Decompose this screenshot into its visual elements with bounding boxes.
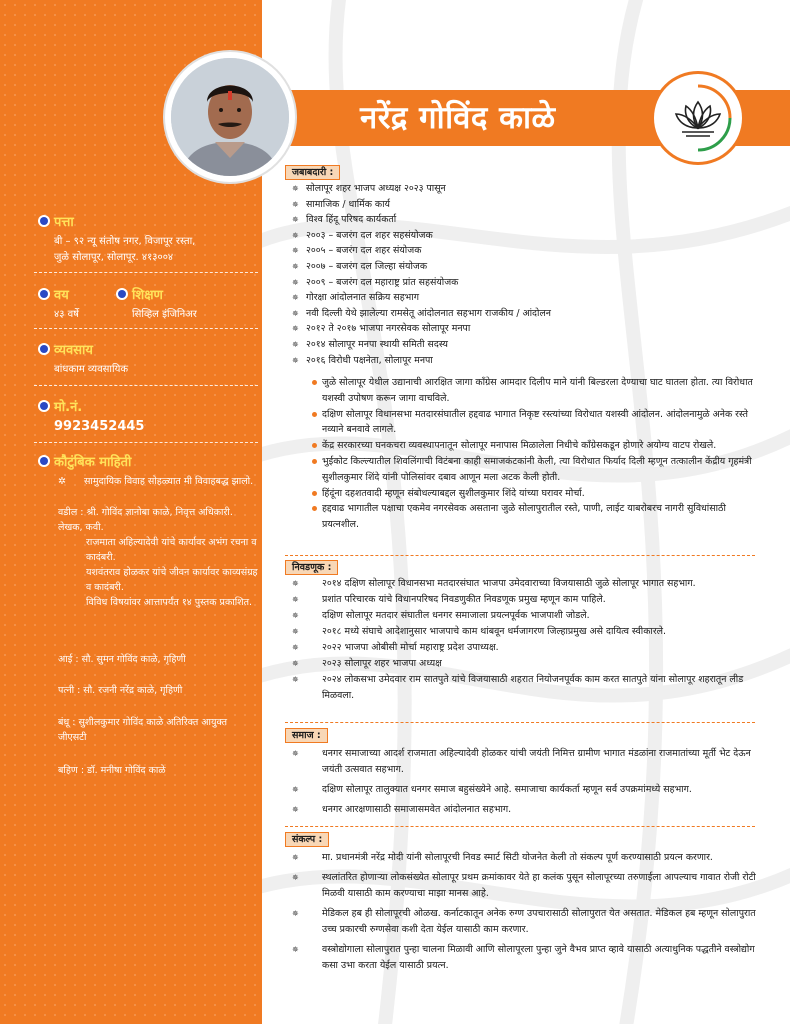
divider [34,272,258,273]
list-item: ✵ २००३ – बजरंग दल शहर सहसंयोजक [292,228,758,244]
address-line-1: बी – ९२ न्यू संतोष नगर, विजापूर रस्ता, [54,236,196,247]
education-heading [118,285,258,303]
father-work-2: यशवंतराव होळकर यांचे जीवन कार्यावर काव्यसंग्रह व कादंबरी. [86,567,258,593]
list-item: ✵ २००७ – बजरंग दल जिल्हा संयोजक [292,259,758,275]
elections-heading: निवडणूक : [285,560,338,575]
list-item: केंद्र सरकारच्या घनकचरा व्यवस्थापनातून सोलापूर मनापास मिळालेला निधीचे कॉंग्रेसकडून होणारे अयोग्य वाटप रोखले. [312,438,760,454]
list-item: ✵ सोलापूर शहर भाजप अध्यक्ष २०२३ पासून [292,181,758,197]
phone-heading [40,397,255,415]
list-item: ✵ २०२२ भाजपा ओबीसी मोर्चा महाराष्ट्र प्रदेश उपाध्यक्ष. [292,640,758,656]
list-item: ✵ २०२४ लोकसभा उमेदवार राम सातपुते यांचे विजयासाठी शहरात नियोजनपूर्वक काम करत सातपुते यांना सोलापूर शहरातून लीड मिळवला. [292,672,758,704]
list-item: ✵ विश्व हिंदू परिषद कार्यकर्ता [292,212,758,228]
list-item: हिंदूंना दहशतवादी म्हणून संबोधल्याबद्दल सुशीलकुमार शिंदे यांच्या घरावर मोर्चा. [312,486,760,502]
divider [285,826,755,827]
society-heading: समाज : [285,728,328,743]
opposition-work-list [312,375,760,533]
responsibilities-heading: जबाबदारी : [285,165,340,180]
father-text [58,505,258,610]
address-section [40,212,255,266]
occupation-section [40,340,255,378]
list-item: भुईकोट किल्ल्यातील शिवलिंगाची विटंबना काही समाजकंटकांनी केली, त्या विरोधात फिर्याद दिली म्हणून तत्कालीन केंद्रीय गृहमंत्री सुशीलकुमार शिंदे यांनी पोलिसांवर दबाव आणून मला अटक केली होती. [312,454,760,486]
list-item: ✵ दक्षिण सोलापूर तालुक्यात धनगर समाज बहुसंख्येने आहे. समाजाचा कार्यकर्ता म्हणून सर्व उपक्रमांमध्ये सहभाग. [292,782,758,798]
phone-label: मो.नं. [54,400,83,415]
father-work-1: राजमाता अहिल्यादेवी यांचे कार्यावर अभंग रचना व कादंबरी. [86,537,257,563]
occupation-value: बांधकाम व्यवसायिक [54,364,129,375]
list-item: ✵ २०१४ दक्षिण सोलापूर विधानसभा मतदारसंघात भाजपा उमेदवाराच्या विजयासाठी जुळे सोलापूर भागात सहभाग. [292,576,758,592]
bullet-icon [40,402,48,410]
list-item: ✵ मेडिकल हब ही सोलापूरची ओळख. कर्नाटकातून अनेक रुग्ण उपचारासाठी सोलापुरात येत असतात. मेडिकल हब म्हणून सोलापुरात उच्च प्रकारची रुग्णसेवा कशी देता येईल यासाठी काम करणार. [292,906,758,938]
list-item: ✵ वस्त्रोद्योगाला सोलापुरात पुन्हा चालना मिळावी आणि सोलापूरला पुन्हा जुने वैभव प्राप्त व्हावे यासाठी अत्याधुनिक पद्धतीने वस्त्रोद्योग कसा उभा करता येईल यासाठी प्रयत्न. [292,942,758,974]
list-item: जुळे सोलापूर येथील उद्यानाची आरक्षित जागा कॉंग्रेस आमदार दिलीप माने यांनी बिल्डरला देण्याचा घाट घातला होता. त्या विरोधात यशस्वी उपोषण करून जागा वाचविले. [312,375,760,407]
divider [285,555,755,556]
age-value: ४३ वर्षे [54,309,79,320]
star-icon: ✲ [58,476,66,487]
society-list [292,746,758,818]
age-heading [40,285,130,303]
address-label: पत्ता [54,215,74,230]
list-item: ✵ नवी दिल्ली येथे झालेल्या रामसेतू आंदोलनात सहभाग राजकीय / आंदोलन [292,306,758,322]
list-item: ✵ दक्षिण सोलापूर मतदार संघातील धनगर समाजाला प्रयत्नपूर्वक भाजपाशी जोडले. [292,608,758,624]
father-work-3: विविध विषयांवर आत्तापर्यंत १४ पुस्तक प्रकाशित. [86,597,253,608]
list-item: ✵ २०१६ विरोधी पक्षनेता, सोलापूर मनपा [292,353,758,369]
family-label: कौटुंबिक माहिती [54,455,132,470]
list-item: ✵ प्रशांत परिचारक यांचे विधानपरिषद निवडणुकीत निवडणूक प्रमुख म्हणून काम पाहिले. [292,592,758,608]
list-item: ✵ २००९ – बजरंग दल महाराष्ट्र प्रांत सहसंयोजक [292,275,758,291]
list-item: ✵ २०१८ मध्ये संघाचे आदेशानुसार भाजपाचे काम थांबवून धर्मजागरण जिल्हाप्रमुख असे दायित्व स्वीकारले. [292,624,758,640]
lotus-logo [654,74,742,162]
phone-number: 9923452445 [54,419,145,434]
candidate-name: नरेंद्र गोविंद काळे [360,100,556,136]
list-item: ✵ २०२३ सोलापूर शहर भाजपा अध्यक्ष [292,656,758,672]
education-label: शिक्षण [132,288,163,303]
responsibilities-list [292,181,758,368]
bullet-icon [40,290,48,298]
divider [34,442,258,443]
phone-section [40,397,255,435]
list-item: ✵ २०१४ सोलापूर मनपा स्थायी समिती सदस्य [292,337,758,353]
marriage-text [58,474,258,489]
age-label: वय [54,288,69,303]
elections-list [292,576,758,704]
list-item: हद्दवाढ भागातील पक्षाचा एकमेव नगरसेवक असताना जुळे सोलापुरातील रस्ते, पाणी, लाईट याबरोबरच नागरी सुविधांसाठी प्रयत्नशील. [312,501,760,533]
portrait-illustration [171,58,289,176]
family-heading [40,452,255,470]
divider [285,722,755,723]
divider [34,328,258,329]
brother-line: बंधू : सुशीलकुमार गोविंद काळे अतिरिक्त आयुक्त जीएसटी [58,717,227,743]
bullet-icon [40,457,48,465]
resolve-list [292,850,758,974]
resolve-heading: संकल्प : [285,832,329,847]
list-item: ✵ २०१२ ते २०१७ भाजपा नगरसेवक सोलापूर मनपा [292,321,758,337]
bullet-icon [40,345,48,353]
family-section [40,452,255,470]
education-value: सिव्हिल इंजिनिअर [132,309,197,320]
mother-line: आई : सौ. सुमन गोविंद काळे, गृहिणी [58,654,186,665]
sister-line: बहिण : डॉ. मनीषा गोविंद काळे [58,765,166,776]
list-item: ✵ गोरक्षा आंदोलनात सक्रिय सहभाग [292,290,758,306]
education-section [118,285,258,323]
bullet-icon [40,217,48,225]
address-line-2: जुळे सोलापूर, सोलापूर. ४१३००४ [54,252,174,263]
divider [34,385,258,386]
list-item: ✵ धनगर समाजाच्या आदर्श राजमाता अहिल्यादेवी होळकर यांची जयंती निमित्त ग्रामीण भागात मंडळांना राजमातांच्या मूर्ती भेट देऊन जयंती उत्सवात सहभाग. [292,746,758,778]
father-line: वडील : श्री. गोविंद ज्ञानोबा काळे, निवृत्त अधिकारी. लेखक, कवी. [58,507,233,533]
occupation-label: व्यवसाय [54,343,93,358]
bullet-icon [118,290,126,298]
list-item: ✵ सामाजिक / धार्मिक कार्य [292,197,758,213]
list-item: ✵ २००५ – बजरंग दल शहर संयोजक [292,243,758,259]
profile-photo [165,52,295,182]
wife-line: पत्नी : सौ. रजनी नरेंद्र काळे, गृहिणी [58,685,183,696]
age-section [40,285,130,323]
list-item: ✵ मा. प्रधानमंत्री नरेंद्र मोदी यांनी सोलापूरची निवड स्मार्ट सिटी योजनेत केली तो संकल्प पूर्ण करण्यासाठी प्रयत्न करणार. [292,850,758,866]
list-item: दक्षिण सोलापूर विधानसभा मतदारसंघातील हद्दवाढ भागात निकृष्ट रस्त्यांच्या विरोधात यशस्वी आंदोलन. आंदोलनामुळे अनेक रस्ते नव्याने बनवावे लागले. [312,407,760,439]
marriage-line: सामुदायिक विवाह सोहळ्यात मी विवाहबद्ध झालो. [84,476,254,487]
address-heading [40,212,255,230]
address-text [54,234,255,266]
occupation-heading [40,340,255,358]
list-item: ✵ धनगर आरक्षणासाठी समाजासमवेत आंदोलनात सहभाग. [292,802,758,818]
list-item: ✵ स्थलांतरित होणाऱ्या लोकसंख्येत सोलापूर प्रथम क्रमांकावर येते हा कलंक पुसून सोलापूरच्या तरुणाईला आपल्याच गावात रोजी रोटी मिळवी यासाठी काम करण्याचा माझा मानस आहे. [292,870,758,902]
